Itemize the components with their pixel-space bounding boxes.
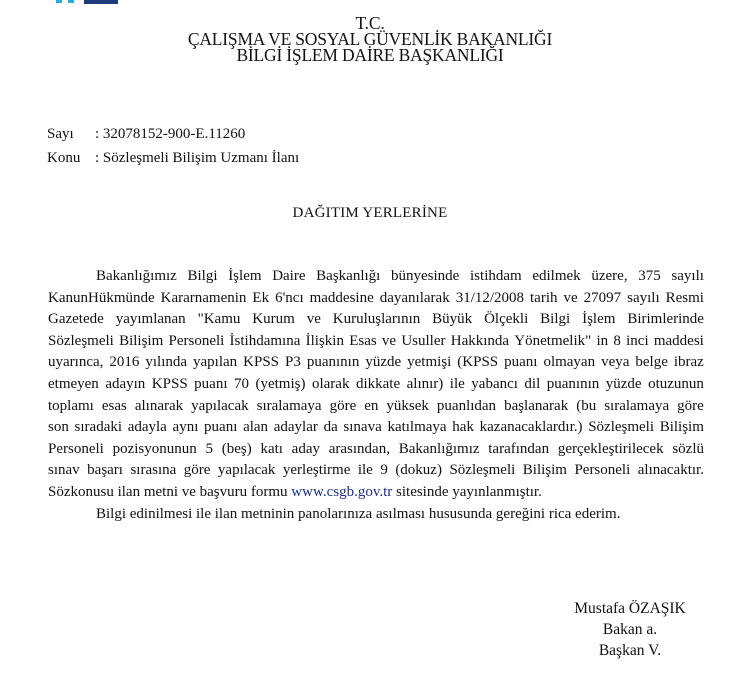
word: Personeli — [48, 440, 104, 457]
word: Sözleşmeli — [588, 419, 655, 436]
word: göre — [677, 397, 704, 414]
word: Bilişim — [522, 462, 567, 479]
word: (dokuz) — [395, 462, 442, 479]
header-tc: T.C. — [355, 13, 385, 33]
word: hak — [452, 419, 474, 436]
word: Bilgi — [540, 311, 571, 328]
word: Başkanlığı — [316, 268, 381, 284]
logo-mark-part — [56, 0, 62, 3]
word: olmayan — [543, 354, 596, 371]
word: Sözleşmeli — [449, 462, 516, 479]
word: maddesi — [653, 332, 704, 349]
word: yapılacak — [217, 462, 276, 479]
word: katılmaya — [387, 419, 447, 436]
distribution-heading: DAĞITIM YERLERİNE — [292, 205, 448, 221]
word: tarih — [530, 289, 558, 306]
word: başarı — [87, 462, 123, 479]
signatory-title-2: Başkan V. — [598, 642, 662, 659]
sayi-row — [47, 122, 299, 146]
body-line — [48, 460, 704, 482]
word: dil — [524, 375, 541, 392]
word: yapılacak — [191, 397, 249, 414]
word: alınır) — [406, 375, 444, 392]
word: Bakanlığımız — [398, 440, 480, 457]
word: KanunHükmünde — [48, 289, 155, 306]
body-line — [48, 396, 704, 418]
word: 6'ncı — [275, 289, 304, 306]
word: 70 — [233, 375, 249, 392]
logo-text-part — [84, 0, 118, 4]
word: sırasına — [130, 462, 177, 479]
sayi-label: Sayı — [47, 126, 74, 142]
word: sözlü — [672, 440, 704, 457]
body-line — [48, 374, 704, 396]
word: puanının — [306, 354, 360, 371]
website-suffix: sitesinde yayınlanmıştır. — [392, 483, 542, 500]
word: sıralamaya — [256, 397, 322, 414]
body-line — [48, 352, 704, 374]
word: yetmişi — [407, 354, 452, 371]
word: son — [48, 419, 69, 436]
word: Kuruluşlarının — [332, 311, 421, 328]
word: sayılı — [671, 268, 704, 284]
body-line — [48, 266, 704, 288]
word: ile — [449, 375, 465, 392]
word: uyarınca, — [48, 354, 104, 371]
word: kazanacaklardır.) — [479, 419, 583, 436]
body-line — [48, 439, 704, 461]
signature-block — [560, 598, 700, 661]
word: Daire — [272, 268, 306, 284]
word: katı — [260, 440, 283, 457]
word: Hakkında — [450, 332, 510, 349]
word: inci — [626, 332, 649, 349]
word: olarak — [311, 375, 350, 392]
word: 5 — [205, 440, 213, 457]
word: 2016 — [109, 354, 140, 371]
word: adayla — [127, 419, 167, 436]
word: arasından, — [328, 440, 390, 457]
header-ministry: ÇALIŞMA VE SOSYAL GÜVENLİK BAKANLIĞI — [187, 29, 553, 49]
word: Yönetmelik" — [514, 332, 592, 349]
word: (beş) — [221, 440, 252, 457]
body-line-website — [48, 482, 704, 504]
word: adaylar — [273, 419, 318, 436]
word: (yetmiş) — [255, 375, 306, 392]
body-line — [48, 331, 704, 353]
word: Personeli — [574, 462, 631, 479]
konu-row — [47, 146, 299, 170]
konu-label: Konu — [47, 150, 81, 166]
word: yüzde — [365, 354, 402, 371]
word: Personeli — [168, 332, 225, 349]
word: Ek — [252, 289, 270, 306]
word: etmeyen — [48, 375, 99, 392]
website-prefix: Sözkonusu ilan metni ve başvuru formu — [48, 483, 292, 500]
word: Birimlerinde — [627, 311, 704, 328]
website-link[interactable]: www.csgb.gov.tr — [291, 483, 393, 500]
word: Sözleşmeli — [48, 332, 114, 349]
word: Bakanlığımız — [96, 268, 177, 284]
word: yabancı — [471, 375, 518, 392]
word: P3 — [285, 354, 301, 371]
signatory-title-1: Bakan a. — [602, 621, 658, 638]
word: Büyük — [432, 311, 473, 328]
word: 27097 — [583, 289, 622, 306]
word: başlanarak — [504, 397, 569, 414]
word: 8 — [613, 332, 621, 349]
word: KPSS — [151, 375, 188, 392]
body-line — [48, 417, 704, 439]
word: da — [323, 419, 338, 436]
word: adayın — [105, 375, 146, 392]
word: aynı — [172, 419, 199, 436]
word: sıralamaya — [604, 397, 670, 414]
word: sınava — [343, 419, 382, 436]
word: dikkate — [355, 375, 401, 392]
word: belge — [635, 354, 668, 371]
word: sayılı — [627, 289, 660, 306]
word: gerçekleştirilecek — [557, 440, 664, 457]
word: alınarak — [134, 397, 184, 414]
word: puanı — [504, 354, 538, 371]
word: Bilişim — [659, 419, 704, 436]
word: 375 — [638, 268, 661, 284]
word: veya — [601, 354, 630, 371]
word: aday — [291, 440, 320, 457]
word: yüksek — [386, 397, 429, 414]
word: (KPSS — [457, 354, 499, 371]
word: tarafından — [488, 440, 550, 457]
word: sıradaki — [74, 419, 123, 436]
word: in — [596, 332, 609, 349]
document-meta — [47, 122, 299, 170]
word: toplamı — [48, 397, 94, 414]
word: 9 — [380, 462, 388, 479]
word: Esas — [349, 332, 377, 349]
word: ve — [306, 311, 321, 328]
word: puanı — [194, 375, 228, 392]
word: puanının — [546, 375, 600, 392]
word: İşlem — [582, 311, 616, 328]
word: İlişkin — [305, 332, 344, 349]
word: Resmi — [665, 289, 704, 306]
word: alan — [243, 419, 269, 436]
word: maddesine — [309, 289, 374, 306]
word: ve — [563, 289, 578, 306]
word: esas — [101, 397, 127, 414]
word: (bu — [576, 397, 597, 414]
word: puanı — [204, 419, 238, 436]
word: ile — [357, 462, 373, 479]
word: yüzde — [605, 375, 642, 392]
sayi-value: : 32078152-900-E.11260 — [95, 126, 246, 142]
word: en — [364, 397, 379, 414]
word: İstihdamına — [229, 332, 301, 349]
word: puanlıdan — [436, 397, 497, 414]
document-header — [0, 15, 740, 63]
word: edilmek — [532, 268, 581, 284]
word: Usuller — [401, 332, 446, 349]
word: "Kamu — [197, 311, 241, 328]
word: üzere, — [591, 268, 628, 284]
body-line — [48, 309, 704, 331]
word: Ölçekli — [484, 311, 529, 328]
header-department: BİLGİ İŞLEM DAİRE BAŞKANLIĞI — [236, 45, 504, 65]
word: Gazetede — [48, 311, 104, 328]
word: dayanılarak — [379, 289, 450, 306]
konu-value: : Sözleşmeli Bilişim Uzmanı İlanı — [95, 150, 300, 166]
word: yılında — [145, 354, 188, 371]
word: yerleştirme — [282, 462, 351, 479]
word: Kurum — [252, 311, 295, 328]
word: otuzunun — [648, 375, 704, 392]
word: bünyesinde — [391, 268, 460, 284]
word: sınav — [48, 462, 80, 479]
word: 31/12/2008 — [455, 289, 525, 306]
word: pozisyonunun — [112, 440, 197, 457]
closing-line: Bilgi edinilmesi ile ilan metninin panolarınıza asılması hususunda gereğini rica ederim. — [96, 505, 621, 522]
word: göre — [329, 397, 357, 414]
body-line — [48, 288, 704, 310]
word: göre — [183, 462, 211, 479]
logo-mark-part — [68, 0, 74, 3]
word: ve — [381, 332, 397, 349]
word: Bilgi — [187, 268, 218, 284]
word: alınacaktır. — [637, 462, 704, 479]
word: istihdam — [470, 268, 522, 284]
word: yayımlanan — [115, 311, 186, 328]
word: Kararnamenin — [160, 289, 247, 306]
word: KPSS — [243, 354, 280, 371]
word: İşlem — [228, 268, 262, 284]
document-body — [48, 266, 704, 525]
ministry-logo-icon — [56, 0, 120, 4]
word: ibraz — [673, 354, 704, 371]
word: yapılan — [193, 354, 238, 371]
signatory-name: Mustafa ÖZAŞIK — [574, 600, 686, 617]
word: Bilişim — [119, 332, 164, 349]
